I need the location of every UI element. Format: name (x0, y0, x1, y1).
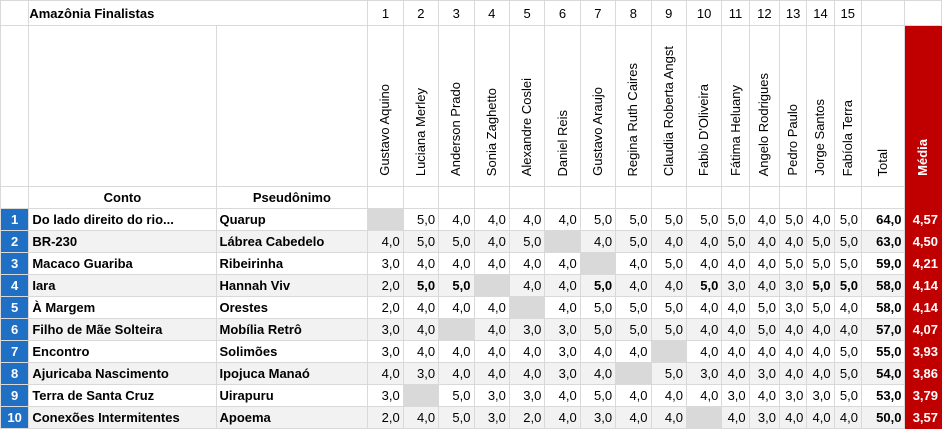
empty-cell[interactable] (474, 187, 509, 209)
score-cell[interactable]: 3,0 (545, 363, 580, 385)
empty-cell[interactable] (1, 187, 29, 209)
score-cell[interactable]: 4,0 (439, 363, 474, 385)
judge-number-cell[interactable]: 4 (474, 1, 509, 26)
score-cell[interactable]: 5,0 (616, 231, 651, 253)
table-row (1, 341, 942, 363)
score-cell[interactable]: 5,0 (834, 385, 861, 407)
total-cell[interactable]: 58,0 (861, 275, 905, 297)
score-cell[interactable]: 4,0 (722, 319, 749, 341)
score-cell[interactable]: 3,0 (722, 275, 749, 297)
empty-cell[interactable] (861, 187, 905, 209)
score-cell[interactable]: 5,0 (651, 297, 686, 319)
row-index[interactable]: 4 (1, 275, 29, 297)
judge-number-cell[interactable]: 6 (545, 1, 580, 26)
score-cell[interactable]: 5,0 (722, 209, 749, 231)
total-cell[interactable]: 57,0 (861, 319, 905, 341)
score-cell[interactable]: 3,0 (474, 385, 509, 407)
score-cell[interactable]: 2,0 (368, 275, 403, 297)
media-cell[interactable]: 3,93 (905, 341, 942, 363)
score-cell[interactable] (509, 297, 544, 319)
score-cell[interactable]: 4,0 (474, 231, 509, 253)
score-cell[interactable]: 4,0 (439, 341, 474, 363)
judge-header-cell[interactable] (616, 26, 651, 187)
empty-cell[interactable] (722, 187, 749, 209)
score-cell[interactable]: 4,0 (780, 231, 807, 253)
judge-header-cell[interactable] (580, 26, 615, 187)
sheet-title[interactable]: Amazônia Finalistas (29, 1, 368, 26)
empty-cell[interactable] (29, 26, 216, 187)
pseudonimo-cell[interactable]: Lábrea Cabedelo (216, 231, 368, 253)
total-cell[interactable]: 55,0 (861, 341, 905, 363)
total-header-cell[interactable] (861, 26, 905, 187)
score-cell[interactable]: 4,0 (749, 275, 779, 297)
total-header: Total (875, 148, 891, 176)
score-cell[interactable]: 5,0 (834, 231, 861, 253)
pseudonimo-cell[interactable]: Uirapuru (216, 385, 368, 407)
score-cell[interactable]: 5,0 (749, 319, 779, 341)
score-cell[interactable]: 4,0 (686, 231, 721, 253)
row-index[interactable]: 2 (1, 231, 29, 253)
score-cell[interactable]: 3,0 (780, 275, 807, 297)
pseudonimo-cell[interactable]: Orestes (216, 297, 368, 319)
score-cell[interactable]: 4,0 (616, 407, 651, 429)
score-cell[interactable]: 5,0 (439, 275, 474, 297)
empty-cell[interactable] (403, 187, 438, 209)
score-cell[interactable]: 5,0 (722, 231, 749, 253)
score-cell[interactable]: 4,0 (545, 275, 580, 297)
score-cell[interactable]: 3,0 (722, 385, 749, 407)
judge-number-cell[interactable]: 13 (780, 1, 807, 26)
conto-cell[interactable]: Ajuricaba Nascimento (29, 363, 216, 385)
score-cell[interactable]: 3,0 (686, 363, 721, 385)
conto-cell[interactable]: Macaco Guariba (29, 253, 216, 275)
judge-name: Anderson Prado (448, 82, 464, 176)
empty-cell[interactable] (368, 187, 403, 209)
conto-cell[interactable]: À Margem (29, 297, 216, 319)
score-cell[interactable] (616, 363, 651, 385)
score-cell[interactable]: 4,0 (474, 319, 509, 341)
score-cell[interactable]: 4,0 (368, 231, 403, 253)
score-cell[interactable]: 5,0 (403, 209, 438, 231)
score-cell[interactable]: 3,0 (368, 319, 403, 341)
judge-number-cell[interactable]: 10 (686, 1, 721, 26)
score-cell[interactable]: 4,0 (439, 209, 474, 231)
score-cell[interactable]: 5,0 (651, 319, 686, 341)
row-index[interactable]: 10 (1, 407, 29, 429)
row-index[interactable]: 5 (1, 297, 29, 319)
score-cell[interactable]: 4,0 (474, 341, 509, 363)
judge-name: Pedro Paulo (785, 104, 801, 176)
judge-number-cell[interactable]: 5 (509, 1, 544, 26)
media-cell[interactable]: 4,50 (905, 231, 942, 253)
score-cell[interactable]: 4,0 (722, 363, 749, 385)
conto-cell[interactable]: Filho de Mãe Solteira (29, 319, 216, 341)
empty-cell[interactable] (545, 187, 580, 209)
score-cell[interactable] (686, 407, 721, 429)
score-cell[interactable]: 4,0 (616, 275, 651, 297)
score-cell[interactable]: 4,0 (651, 385, 686, 407)
score-cell[interactable]: 4,0 (651, 407, 686, 429)
judge-number-cell[interactable]: 12 (749, 1, 779, 26)
empty-cell[interactable] (905, 1, 942, 26)
conto-header[interactable]: Conto (29, 187, 216, 209)
score-cell[interactable]: 4,0 (403, 297, 438, 319)
score-cell[interactable]: 5,0 (686, 275, 721, 297)
judge-header-cell[interactable] (368, 26, 403, 187)
table-row (1, 253, 942, 275)
row-index[interactable]: 9 (1, 385, 29, 407)
score-cell[interactable]: 5,0 (834, 275, 861, 297)
judge-name: Gustavo Araujo (589, 87, 605, 176)
score-cell[interactable]: 5,0 (780, 253, 807, 275)
media-cell[interactable]: 4,14 (905, 275, 942, 297)
score-cell[interactable]: 5,0 (403, 275, 438, 297)
score-cell[interactable]: 3,0 (509, 319, 544, 341)
pseudonimo-cell[interactable]: Mobília Retrô (216, 319, 368, 341)
score-cell[interactable]: 4,0 (749, 209, 779, 231)
judge-name: Claudia Roberta Angst (660, 45, 676, 176)
empty-cell[interactable] (834, 187, 861, 209)
score-cell[interactable] (545, 231, 580, 253)
score-cell[interactable]: 5,0 (807, 275, 834, 297)
score-cell[interactable]: 5,0 (807, 253, 834, 275)
score-cell[interactable]: 4,0 (722, 253, 749, 275)
judge-number-cell[interactable]: 1 (368, 1, 403, 26)
score-cell[interactable]: 4,0 (545, 253, 580, 275)
score-cell[interactable]: 3,0 (580, 407, 615, 429)
score-cell[interactable]: 4,0 (749, 253, 779, 275)
total-cell[interactable]: 53,0 (861, 385, 905, 407)
conto-cell[interactable]: Terra de Santa Cruz (29, 385, 216, 407)
score-cell[interactable]: 4,0 (686, 319, 721, 341)
score-cell[interactable]: 4,0 (651, 231, 686, 253)
score-cell[interactable]: 4,0 (545, 297, 580, 319)
score-cell[interactable]: 2,0 (368, 407, 403, 429)
score-cell[interactable]: 4,0 (439, 253, 474, 275)
score-cell[interactable]: 4,0 (368, 363, 403, 385)
score-cell[interactable]: 3,0 (368, 341, 403, 363)
table-row (1, 231, 942, 253)
score-cell[interactable]: 4,0 (686, 253, 721, 275)
score-cell[interactable]: 5,0 (651, 363, 686, 385)
score-cell[interactable]: 4,0 (509, 341, 544, 363)
score-cell[interactable]: 2,0 (368, 297, 403, 319)
score-cell[interactable]: 4,0 (722, 341, 749, 363)
score-cell[interactable]: 4,0 (807, 341, 834, 363)
score-cell[interactable]: 4,0 (780, 363, 807, 385)
total-cell[interactable]: 59,0 (861, 253, 905, 275)
score-cell[interactable]: 5,0 (686, 209, 721, 231)
score-cell[interactable]: 4,0 (616, 341, 651, 363)
score-cell[interactable]: 4,0 (722, 297, 749, 319)
score-cell[interactable]: 5,0 (807, 297, 834, 319)
score-cell[interactable]: 4,0 (474, 209, 509, 231)
score-cell[interactable]: 4,0 (807, 407, 834, 429)
table-row (1, 275, 942, 297)
conto-cell[interactable]: BR-230 (29, 231, 216, 253)
table-row (1, 297, 942, 319)
score-cell[interactable]: 4,0 (834, 297, 861, 319)
judge-number-cell[interactable]: 14 (807, 1, 834, 26)
row-index[interactable]: 8 (1, 363, 29, 385)
score-cell[interactable]: 4,0 (686, 297, 721, 319)
pseudonimo-cell[interactable]: Hannah Viv (216, 275, 368, 297)
judge-header-cell[interactable] (686, 26, 721, 187)
row-index[interactable]: 1 (1, 209, 29, 231)
score-cell[interactable]: 4,0 (686, 385, 721, 407)
table-row (1, 407, 942, 429)
judge-name: Daniel Reis (554, 109, 570, 176)
empty-cell[interactable] (439, 187, 474, 209)
score-cell[interactable] (439, 319, 474, 341)
judge-header-cell[interactable] (474, 26, 509, 187)
judge-header-cell[interactable] (722, 26, 749, 187)
empty-cell[interactable] (216, 26, 368, 187)
media-cell[interactable]: 3,79 (905, 385, 942, 407)
score-cell[interactable]: 4,0 (474, 363, 509, 385)
score-cell[interactable] (368, 209, 403, 231)
judge-name: Angelo Rodrigues (756, 72, 772, 176)
judge-header-cell[interactable] (749, 26, 779, 187)
judge-header-cell[interactable] (439, 26, 474, 187)
empty-cell[interactable] (905, 187, 942, 209)
score-cell[interactable]: 4,0 (749, 385, 779, 407)
media-header: Média (915, 139, 931, 176)
conto-cell[interactable]: Conexões Intermitentes (29, 407, 216, 429)
judge-header-cell[interactable] (509, 26, 544, 187)
score-cell[interactable]: 3,0 (368, 385, 403, 407)
score-cell[interactable]: 3,0 (545, 341, 580, 363)
score-cell[interactable]: 4,0 (780, 407, 807, 429)
score-cell[interactable]: 5,0 (616, 209, 651, 231)
table-row (1, 209, 942, 231)
score-cell[interactable]: 4,0 (686, 341, 721, 363)
pseudonimo-cell[interactable]: Ribeirinha (216, 253, 368, 275)
score-cell[interactable]: 4,0 (807, 319, 834, 341)
empty-cell[interactable] (807, 187, 834, 209)
score-cell[interactable]: 5,0 (580, 319, 615, 341)
score-cell[interactable] (403, 385, 438, 407)
judge-name: Fátima Heluany (727, 84, 743, 176)
score-cell[interactable]: 4,0 (580, 363, 615, 385)
judge-number-cell[interactable]: 9 (651, 1, 686, 26)
score-cell[interactable]: 4,0 (474, 253, 509, 275)
score-cell[interactable]: 5,0 (651, 253, 686, 275)
score-cell[interactable]: 5,0 (834, 253, 861, 275)
row-index[interactable]: 3 (1, 253, 29, 275)
empty-cell[interactable] (861, 1, 905, 26)
pseudonimo-cell[interactable]: Solimões (216, 341, 368, 363)
judge-name: Alexandre Coslei (519, 77, 535, 176)
score-cell[interactable]: 4,0 (509, 363, 544, 385)
empty-cell[interactable] (780, 187, 807, 209)
total-cell[interactable]: 58,0 (861, 297, 905, 319)
score-cell[interactable]: 3,0 (780, 297, 807, 319)
pseudonimo-cell[interactable]: Ipojuca Manaó (216, 363, 368, 385)
score-cell[interactable]: 4,0 (545, 209, 580, 231)
judge-number-cell[interactable]: 2 (403, 1, 438, 26)
total-cell[interactable]: 54,0 (861, 363, 905, 385)
score-cell[interactable]: 3,0 (749, 363, 779, 385)
corner-cell[interactable] (1, 1, 29, 26)
media-header-cell[interactable] (905, 26, 942, 187)
media-cell[interactable]: 3,57 (905, 407, 942, 429)
score-cell[interactable]: 4,0 (403, 341, 438, 363)
score-cell[interactable]: 4,0 (545, 385, 580, 407)
score-cell[interactable]: 5,0 (807, 231, 834, 253)
score-cell[interactable]: 4,0 (780, 319, 807, 341)
score-cell[interactable]: 5,0 (580, 297, 615, 319)
score-cell[interactable]: 4,0 (509, 209, 544, 231)
score-cell[interactable]: 5,0 (651, 209, 686, 231)
conto-cell[interactable]: Do lado direito do rio... (29, 209, 216, 231)
judge-name: Sonia Zaghetto (483, 87, 499, 176)
empty-cell[interactable] (651, 187, 686, 209)
media-cell[interactable]: 3,86 (905, 363, 942, 385)
score-cell[interactable]: 4,0 (780, 341, 807, 363)
score-cell[interactable]: 5,0 (616, 297, 651, 319)
table-row (1, 385, 942, 407)
judge-name: Fabíola Terra (839, 99, 855, 176)
score-cell[interactable]: 4,0 (749, 231, 779, 253)
judge-header-cell[interactable] (807, 26, 834, 187)
total-cell[interactable]: 63,0 (861, 231, 905, 253)
empty-cell[interactable] (509, 187, 544, 209)
score-cell[interactable]: 4,0 (509, 275, 544, 297)
media-cell[interactable]: 4,14 (905, 297, 942, 319)
judge-number-cell[interactable]: 7 (580, 1, 615, 26)
media-cell[interactable]: 4,57 (905, 209, 942, 231)
empty-cell[interactable] (580, 187, 615, 209)
score-cell[interactable]: 4,0 (403, 319, 438, 341)
empty-cell[interactable] (1, 26, 29, 187)
conto-cell[interactable]: Iara (29, 275, 216, 297)
empty-cell[interactable] (616, 187, 651, 209)
judge-header-cell[interactable] (834, 26, 861, 187)
judge-header-cell[interactable] (403, 26, 438, 187)
score-cell[interactable]: 5,0 (439, 385, 474, 407)
judge-name: Gustavo Aquino (377, 84, 393, 176)
score-cell[interactable]: 4,0 (580, 341, 615, 363)
score-cell[interactable]: 4,0 (439, 297, 474, 319)
judge-name: Luciana Merley (412, 87, 428, 176)
score-cell[interactable]: 5,0 (439, 407, 474, 429)
total-cell[interactable]: 64,0 (861, 209, 905, 231)
score-cell[interactable]: 5,0 (439, 231, 474, 253)
table-row (1, 319, 942, 341)
score-cell[interactable]: 4,0 (807, 209, 834, 231)
score-cell[interactable]: 4,0 (509, 253, 544, 275)
judge-header-cell[interactable] (545, 26, 580, 187)
score-cell[interactable]: 3,0 (474, 407, 509, 429)
score-cell[interactable]: 4,0 (749, 341, 779, 363)
score-cell[interactable]: 4,0 (616, 253, 651, 275)
empty-cell[interactable] (686, 187, 721, 209)
score-cell[interactable]: 5,0 (580, 275, 615, 297)
row-index[interactable]: 6 (1, 319, 29, 341)
judge-name: Fabio D'Oliveira (696, 83, 712, 176)
row-index[interactable]: 7 (1, 341, 29, 363)
score-cell[interactable]: 5,0 (834, 363, 861, 385)
score-cell[interactable]: 4,0 (616, 385, 651, 407)
score-cell[interactable] (474, 275, 509, 297)
judge-number-cell[interactable]: 15 (834, 1, 861, 26)
table-row (1, 363, 942, 385)
score-cell[interactable]: 5,0 (834, 209, 861, 231)
media-cell[interactable]: 4,07 (905, 319, 942, 341)
score-cell[interactable]: 5,0 (403, 231, 438, 253)
score-cell[interactable]: 3,0 (807, 385, 834, 407)
score-cell[interactable]: 5,0 (749, 297, 779, 319)
judge-header-cell[interactable] (780, 26, 807, 187)
score-cell[interactable]: 3,0 (368, 253, 403, 275)
score-cell[interactable]: 5,0 (580, 385, 615, 407)
score-cell[interactable]: 3,0 (545, 319, 580, 341)
score-cell[interactable]: 2,0 (509, 407, 544, 429)
score-cell[interactable]: 4,0 (651, 275, 686, 297)
score-cell[interactable]: 4,0 (580, 231, 615, 253)
pseudonimo-cell[interactable]: Quarup (216, 209, 368, 231)
total-cell[interactable]: 50,0 (861, 407, 905, 429)
empty-cell[interactable] (749, 187, 779, 209)
score-cell[interactable]: 5,0 (834, 341, 861, 363)
score-cell[interactable]: 4,0 (834, 319, 861, 341)
pseudonimo-cell[interactable]: Apoema (216, 407, 368, 429)
score-cell[interactable]: 3,0 (509, 385, 544, 407)
score-cell[interactable]: 3,0 (749, 407, 779, 429)
pseudonimo-header[interactable]: Pseudônimo (216, 187, 368, 209)
judge-header-cell[interactable] (651, 26, 686, 187)
judge-number-cell[interactable]: 3 (439, 1, 474, 26)
judge-number-cell[interactable]: 11 (722, 1, 749, 26)
judge-name: Jorge Santos (812, 99, 828, 176)
score-cell[interactable]: 4,0 (834, 407, 861, 429)
score-cell[interactable]: 3,0 (780, 385, 807, 407)
score-cell[interactable]: 5,0 (509, 231, 544, 253)
score-cell[interactable]: 4,0 (545, 407, 580, 429)
conto-cell[interactable]: Encontro (29, 341, 216, 363)
score-cell[interactable]: 3,0 (403, 363, 438, 385)
score-cell[interactable]: 4,0 (403, 253, 438, 275)
judge-name: Regina Ruth Caires (625, 62, 641, 176)
score-cell[interactable]: 5,0 (580, 209, 615, 231)
judge-number-cell[interactable]: 8 (616, 1, 651, 26)
score-cell[interactable]: 4,0 (807, 363, 834, 385)
score-cell[interactable]: 4,0 (403, 407, 438, 429)
score-cell[interactable]: 4,0 (722, 407, 749, 429)
score-cell[interactable]: 5,0 (616, 319, 651, 341)
score-cell[interactable]: 4,0 (474, 297, 509, 319)
score-cell[interactable] (651, 341, 686, 363)
score-cell[interactable] (580, 253, 615, 275)
score-cell[interactable]: 5,0 (780, 209, 807, 231)
media-cell[interactable]: 4,21 (905, 253, 942, 275)
